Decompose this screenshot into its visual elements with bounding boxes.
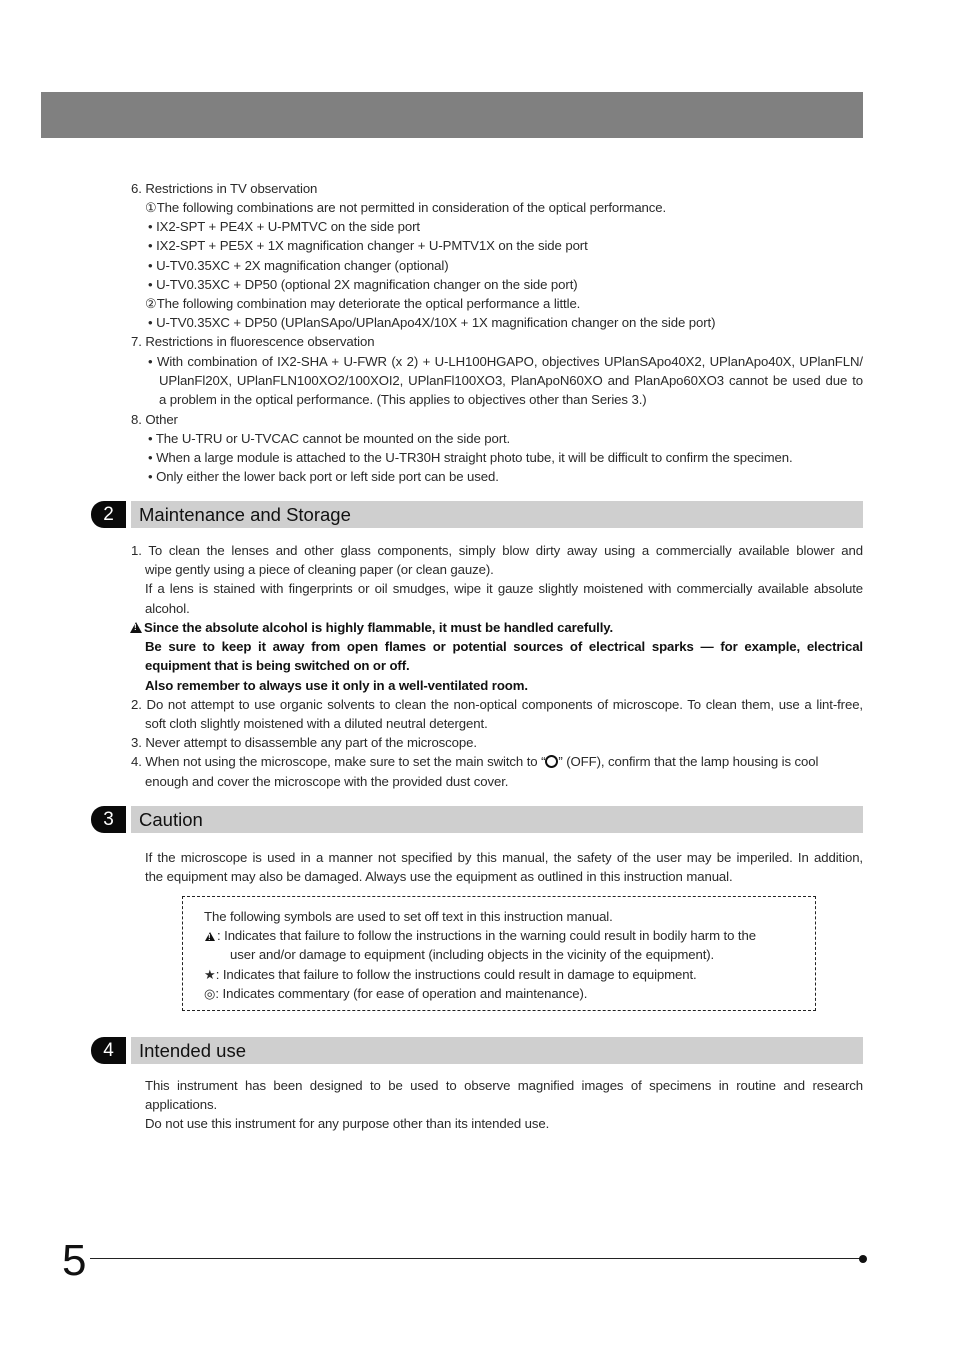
paragraph: This instrument has been designed to be used to observe magnified images of specimens in routine and research bbox=[145, 1078, 863, 1093]
list-item: • U-TV0.35XC + DP50 (UPlanSApo/UPlanApo4X/10X + 1X magnification changer on the side port) bbox=[148, 315, 716, 330]
header-bar bbox=[41, 92, 863, 138]
paragraph: Do not use this instrument for any purpose other than its intended use. bbox=[145, 1116, 550, 1131]
list-item-continuation: UPlanFl20X, UPlanFLN100XO2/100XOI2, UPlanFl100XO3, PlanApoN60XO and PlanApo60XO3 cannot be used due to bbox=[159, 373, 863, 388]
warning-icon bbox=[205, 932, 215, 941]
footer-dot bbox=[859, 1255, 867, 1263]
legend-warning bbox=[205, 926, 756, 945]
legend-intro: The following symbols are used to set off text in this instruction manual. bbox=[204, 909, 613, 924]
section-title-bar bbox=[131, 1037, 863, 1064]
footer-rule bbox=[90, 1258, 863, 1259]
legend-note bbox=[204, 984, 587, 1003]
list-item: • U-TV0.35XC + 2X magnification changer (optional) bbox=[148, 258, 449, 273]
paragraph bbox=[131, 752, 863, 771]
section-header-maintenance bbox=[91, 501, 863, 528]
list-item: • When a large module is attached to the U-TR30H straight photo tube, it will be difficult to confirm the specimen. bbox=[148, 450, 793, 465]
legend-text: user and/or damage to equipment (including objects in the vicinity of the equipment). bbox=[230, 947, 715, 962]
paragraph: 3. Never attempt to disassemble any part of the microscope. bbox=[131, 735, 477, 750]
legend-text: : Indicates that failure to follow the instructions in the warning could result in bodily harm to the bbox=[217, 928, 756, 943]
section-title: Caution bbox=[139, 809, 203, 830]
list-item: • Only either the lower back port or left side port can be used. bbox=[148, 469, 499, 484]
section-title-bar bbox=[131, 806, 863, 833]
other-heading: 8. Other bbox=[131, 412, 178, 427]
list-item: • The U-TRU or U-TVCAC cannot be mounted on the side port. bbox=[148, 431, 511, 446]
star-icon: ★ bbox=[204, 967, 216, 982]
warning-text: Since the absolute alcohol is highly flammable, it must be handled carefully. bbox=[144, 620, 614, 635]
restriction-tv-heading: 6. Restrictions in TV observation bbox=[131, 181, 318, 196]
legend-caution bbox=[204, 965, 697, 984]
paragraph: If the microscope is used in a manner not specified by this manual, the safety of the user may be imperiled. In addition, bbox=[145, 850, 863, 865]
page-number: 5 bbox=[62, 1236, 87, 1285]
paragraph-text: ” (OFF), confirm that the lamp housing is cool bbox=[558, 754, 819, 769]
restriction-fluorescence-heading: 7. Restrictions in fluorescence observation bbox=[131, 334, 375, 349]
paragraph: enough and cover the microscope with the provided dust cover. bbox=[145, 774, 509, 789]
paragraph: wipe gently using a piece of cleaning paper (or clean gauze). bbox=[145, 562, 494, 577]
section-number: 4 bbox=[91, 1037, 126, 1064]
section-title: Intended use bbox=[139, 1040, 246, 1061]
paragraph: applications. bbox=[145, 1097, 218, 1112]
paragraph: 2. Do not attempt to use organic solvents to clean the non-optical components of microscope. To clean them, use a lint-free, bbox=[131, 697, 863, 712]
paragraph: 1. To clean the lenses and other glass components, simply blow dirty away using a commercially available blower and bbox=[131, 543, 863, 558]
legend-text: : Indicates commentary (for ease of operation and maintenance). bbox=[215, 986, 588, 1001]
warning-text: equipment that is being switched on or off. bbox=[145, 658, 410, 673]
section-title-bar bbox=[131, 501, 863, 528]
list-item: • IX2-SPT + PE5X + 1X magnification changer + U-PMTV1X on the side port bbox=[148, 238, 588, 253]
warning-text: Be sure to keep it away from open flames or potential sources of electrical sparks — for example, electrical bbox=[145, 639, 863, 654]
power-off-icon bbox=[545, 755, 558, 768]
restriction-tv-intro: ①The following combinations are not permitted in consideration of the optical performance. bbox=[145, 200, 667, 215]
paragraph: soft cloth slightly moistened with a diluted neutral detergent. bbox=[145, 716, 488, 731]
warning-text: Also remember to always use it only in a well-ventilated room. bbox=[145, 678, 528, 693]
list-item-continuation: a problem in the optical performance. (This applies to objectives other than Series 3.) bbox=[159, 392, 647, 407]
warning-icon bbox=[130, 622, 142, 633]
paragraph: If a lens is stained with fingerprints or oil smudges, wipe it gauze slightly moistened with commercially available absolute bbox=[145, 581, 863, 596]
list-item: • IX2-SPT + PE4X + U-PMTVC on the side port bbox=[148, 219, 421, 234]
legend-text: : Indicates that failure to follow the instructions could result in damage to equipment. bbox=[215, 967, 697, 982]
section-header-caution bbox=[91, 806, 863, 833]
warning-line bbox=[130, 618, 613, 637]
section-number: 2 bbox=[91, 501, 126, 528]
list-item: • With combination of IX2-SHA + U-FWR (x 2) + U-LH100HGAPO, objectives UPlanSApo40X2, UPlanApo40X, UPlanFLN/ bbox=[148, 354, 863, 369]
section-header-intended-use bbox=[91, 1037, 863, 1064]
restriction-tv-intro-2: ②The following combination may deteriorate the optical performance a little. bbox=[145, 296, 581, 311]
list-item: • U-TV0.35XC + DP50 (optional 2X magnification changer on the side port) bbox=[148, 277, 578, 292]
section-number: 3 bbox=[91, 806, 126, 833]
paragraph: alcohol. bbox=[145, 601, 190, 616]
section-title: Maintenance and Storage bbox=[139, 504, 351, 525]
paragraph-text: 4. When not using the microscope, make sure to set the main switch to “ bbox=[131, 754, 546, 769]
note-icon: ◎ bbox=[204, 986, 216, 1001]
paragraph: the equipment may also be damaged. Always use the equipment as outlined in this instruction manual. bbox=[145, 869, 733, 884]
